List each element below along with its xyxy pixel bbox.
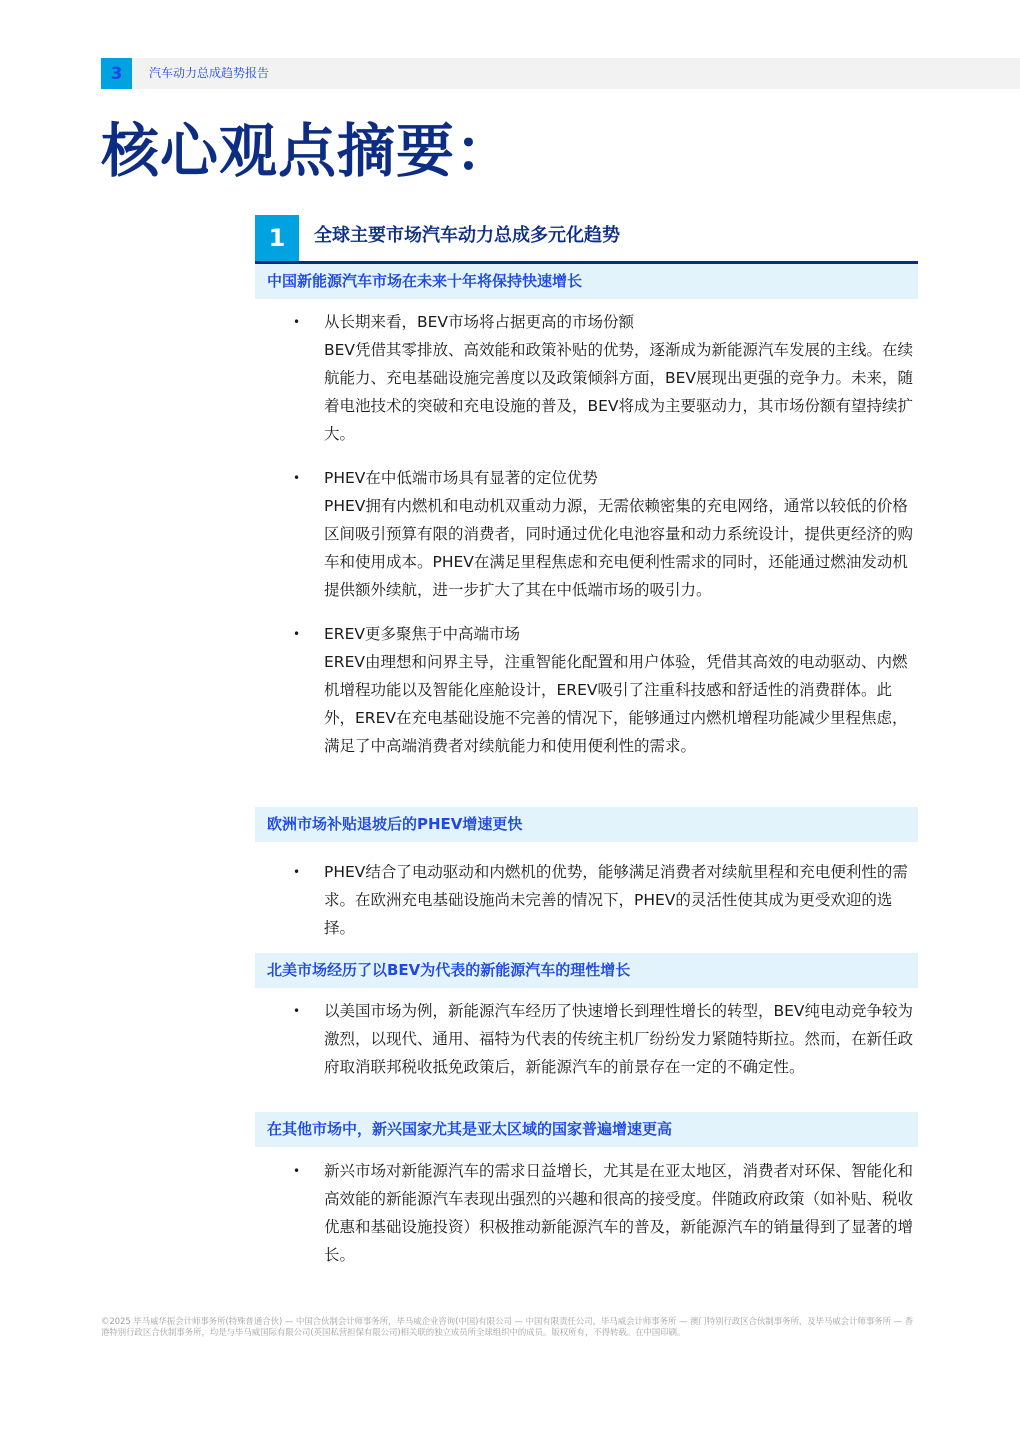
bullet-body: PHEV拥有内燃机和电动机双重动力源，无需依赖密集的充电网络，通常以较低的价格区间吸引预算有限的消费者，同时通过优化电池容量和动力系统设计，提供更经济的购车和使用成本。PHEV在满足里程焦虑和充电便利性需求的同时，还能通过燃油发动机提供额外续航，进一步扩大了其在中低端市场的吸引力。 [324,497,914,599]
copyright-footer: ©2025 毕马威华振会计师事务所(特殊普通合伙) — 中国合伙制会计师事务所，毕马威企业咨询(中国)有限公司 — 中国有限责任公司，毕马威会计师事务所 — 澳门特别行政区合伙制事务所，及毕马威会计师事务所 — 香港特别行政区合伙制事务所，均是与毕马威国际有限公司(英国私营担保有限公司)相关联的独立成员所全球组织中的成员。版权所有，不得转载。在中国印刷。 [101,1316,914,1337]
bullet-body: EREV由理想和问界主导，注重智能化配置和用户体验，凭借其高效的电动驱动、内燃机增程功能以及智能化座舱设计，EREV吸引了注重科技感和舒适性的消费群体。此外，EREV在充电基础设施不完善的情况下，能够通过内燃机增程功能减少里程焦虑，满足了中高端消费者对续航能力和使用便利性的需求。 [324,653,908,755]
list-item-north-america [293,997,917,1081]
subheading-europe: 欧洲市场补贴退坡后的PHEV增速更快 [255,807,918,842]
report-title: 汽车动力总成趋势报告 [149,66,270,80]
bullet-body: BEV凭借其零排放、高效能和政策补贴的优势，逐渐成为新能源汽车发展的主线。在续航能力、充电基础设施完善度以及政策倾斜方面，BEV展现出更强的竞争力。未来，随着电池技术的突破和充电设施的普及，BEV将成为主要驱动力，其市场份额有望持续扩大。 [324,341,914,443]
list-item-phev [293,464,917,604]
bullet-dot: • [293,471,301,485]
bullet-title: EREV更多聚焦于中高端市场 [324,625,520,643]
subheading-north-america: 北美市场经历了以BEV为代表的新能源汽车的理性增长 [255,953,918,988]
bullet-dot: • [293,627,301,641]
bullet-title: 从长期来看，BEV市场将占据更高的市场份额 [324,313,635,331]
section-number: 1 [255,215,299,261]
section-header [255,215,918,264]
bullet-body: PHEV结合了电动驱动和内燃机的优势，能够满足消费者对续航里程和充电便利性的需求。在欧洲充电基础设施尚未完善的情况下，PHEV的灵活性使其成为更受欢迎的选择。 [324,863,908,937]
bullet-dot: • [293,315,301,329]
page-title: 核心观点摘要： [101,117,515,185]
bullet-body: 以美国市场为例，新能源汽车经历了快速增长到理性增长的转型，BEV纯电动竞争较为激烈，以现代、通用、福特为代表的传统主机厂纷纷发力紧随特斯拉。然而，在新任政府取消联邦税收抵免政策后，新能源汽车的前景存在一定的不确定性。 [324,1002,914,1076]
list-item-bev [293,308,917,448]
list-item-erev [293,620,917,760]
subheading-other-markets: 在其他市场中，新兴国家尤其是亚太区域的国家普遍增速更高 [255,1112,918,1147]
bullet-title: PHEV在中低端市场具有显著的定位优势 [324,469,598,487]
list-item-europe [293,858,917,942]
list-item-other-markets [293,1157,917,1269]
bullet-body: 新兴市场对新能源汽车的需求日益增长，尤其是在亚太地区，消费者对环保、智能化和高效能的新能源汽车表现出强烈的兴趣和很高的接受度。伴随政府政策（如补贴、税收优惠和基础设施投资）积极推动新能源汽车的普及，新能源汽车的销量得到了显著的增长。 [324,1162,914,1264]
bullet-dot: • [293,1164,301,1178]
subheading-china: 中国新能源汽车市场在未来十年将保持快速增长 [255,264,918,299]
bullet-dot: • [293,1004,301,1018]
section-title: 全球主要市场汽车动力总成多元化趋势 [314,225,620,246]
header-bar [101,58,1020,89]
bullet-dot: • [293,865,301,879]
page-number: 3 [101,58,132,89]
